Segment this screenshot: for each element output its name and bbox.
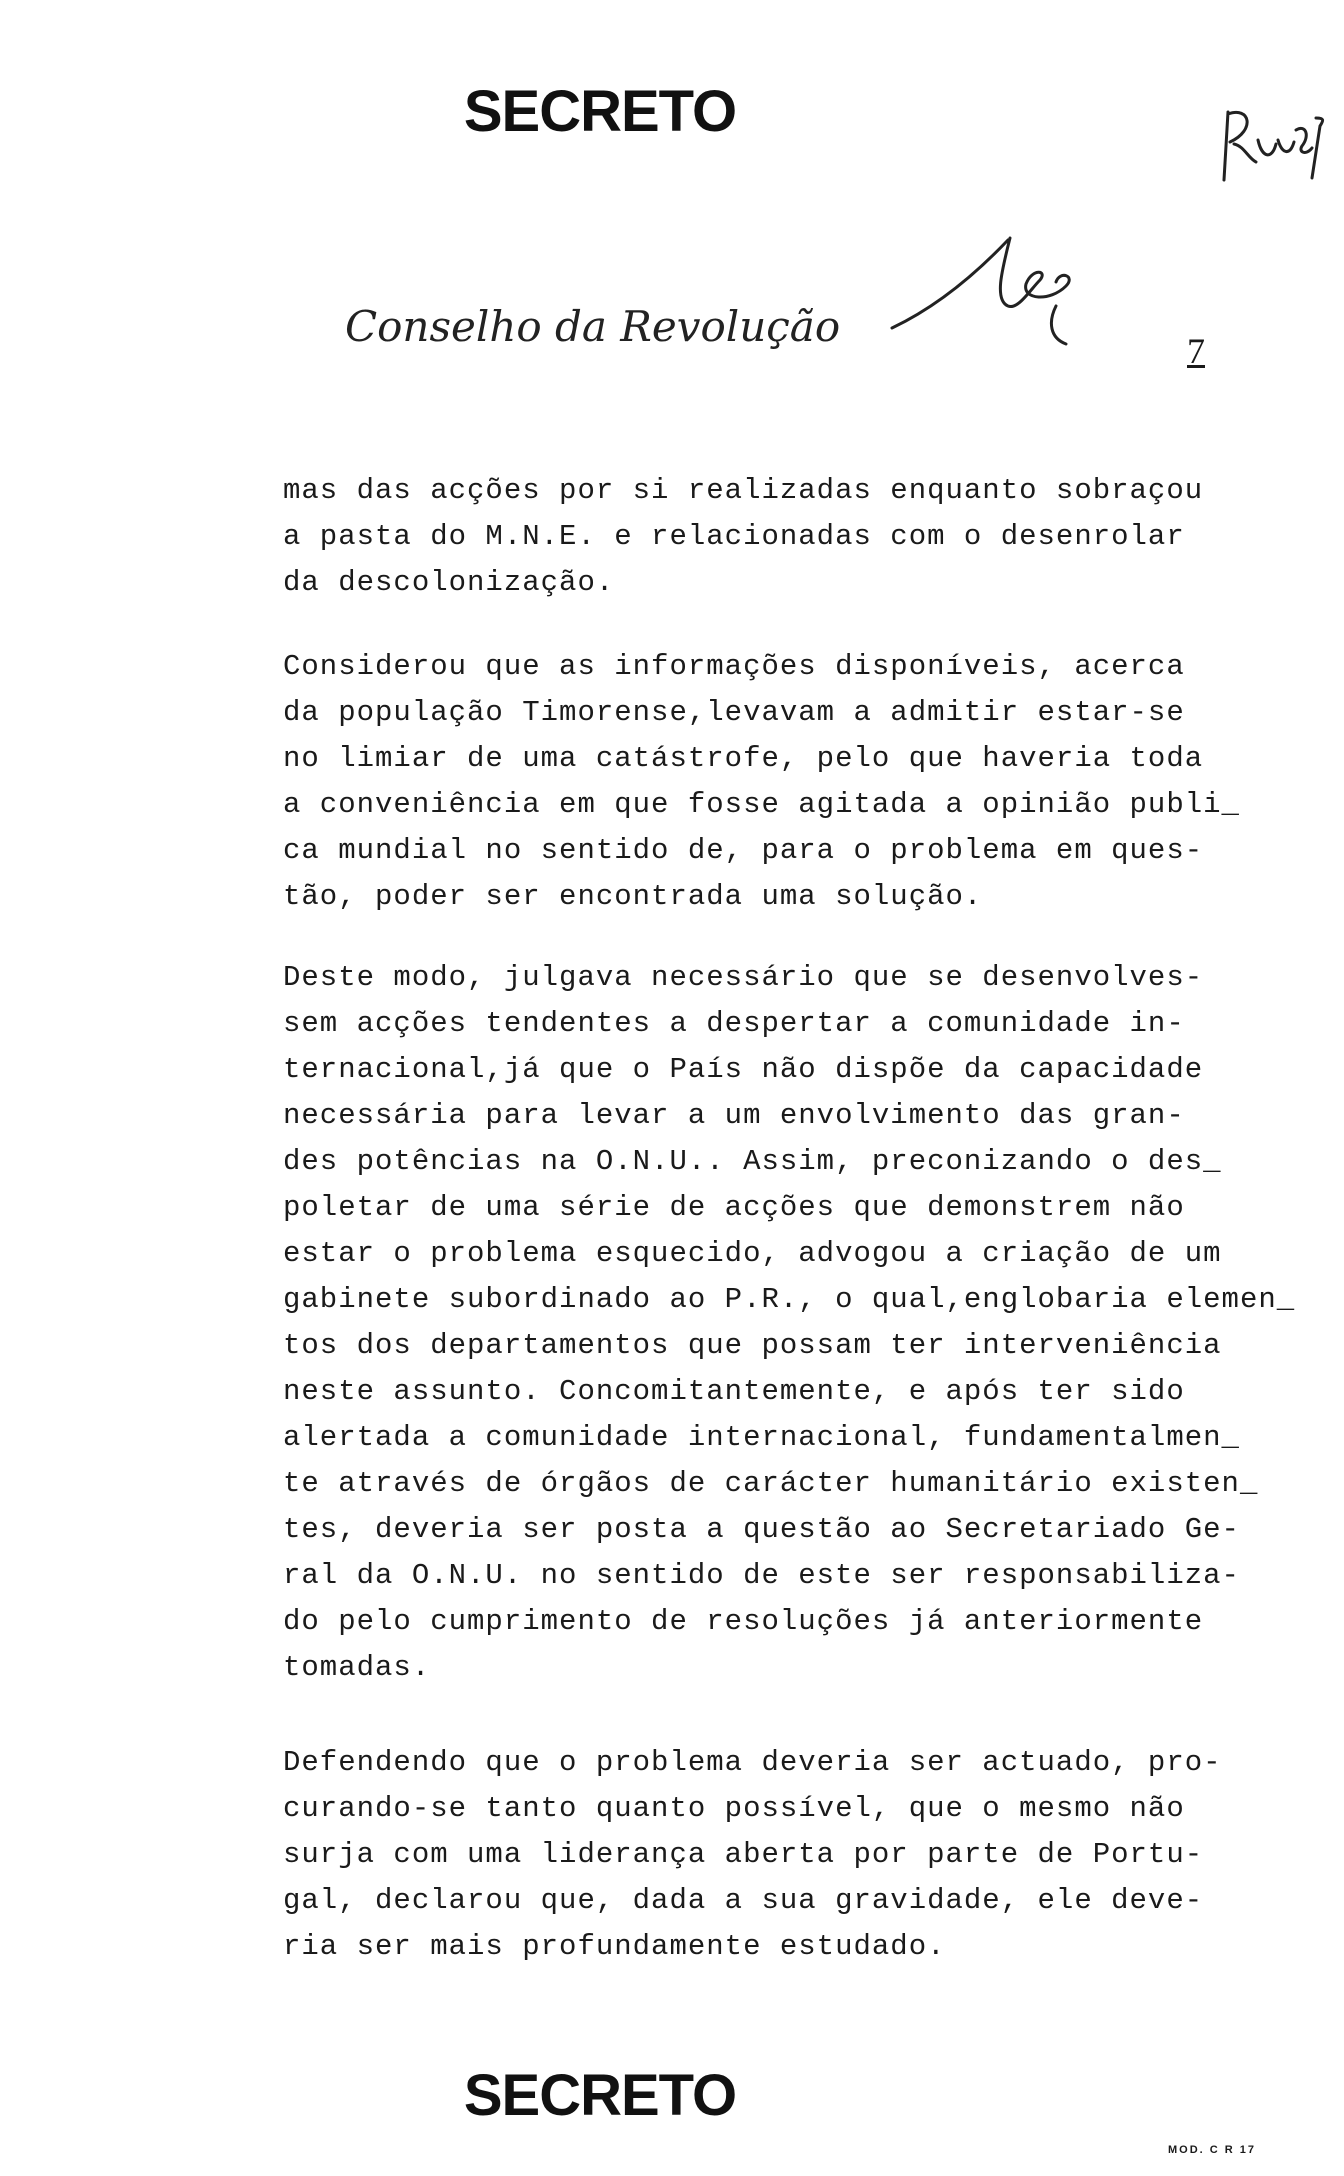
page-number: 7: [1187, 331, 1205, 371]
paragraph-3: Deste modo, julgava necessário que se desenvolves- sem acções tendentes a despertar a comunidade in- ternacional,já que o País não dispõe da capacidade necessária para levar a um envolvimento das gran- des potências na O.N.U.. Assim, preconizando o des_ poletar de uma série de acções que demonstrem não estar o problema esquecido, advogou a criação de um gabinete subordinado ao P.R., o qual,englobaria elemen_ tos dos departamentos que possam ter interveniência neste assunto. Concomitantemente, e após ter sido alertada a comunidade internacional, fundamentalmen_ te através de órgãos de carácter humanitário existen_ tes, deveria ser posta a questão ao Secretariado Ge- ral da O.N.U. no sentido de este ser responsabiliza- do pelo cumprimento de resoluções já anteriormente tomadas.: [283, 961, 1296, 1684]
handwritten-reference-mark: [1220, 100, 1330, 190]
paragraph-4: Defendendo que o problema deveria ser actuado, pro- curando-se tanto quanto possível, que o mesmo não surja com uma liderança aberta por parte de Portu- gal, declarou que, dada a sua gravidade, ele deve- ria ser mais profundamente estudado.: [283, 1746, 1222, 1963]
form-code: MOD. C R 17: [1168, 2144, 1257, 2156]
letterhead-council-name: Conselho da Revolução: [345, 302, 841, 351]
paragraph-1: mas das acções por si realizadas enquanto sobraçou a pasta do M.N.E. e relacionadas com o desenrolar da descolonização.: [283, 474, 1204, 599]
classification-stamp-top: SECRETO: [463, 79, 737, 144]
paragraph-2: Considerou que as informações disponíveis, acerca da população Timorense,levavam a admitir estar-se no limiar de uma catástrofe, pelo que haveria toda a conveniência em que fosse agitada a opinião publi_ ca mundial no sentido de, para o problema em ques- tão, poder ser encontrada uma solução.: [283, 650, 1240, 913]
classification-stamp-bottom: SECRETO: [463, 2063, 737, 2128]
handwritten-signature: [890, 210, 1090, 360]
